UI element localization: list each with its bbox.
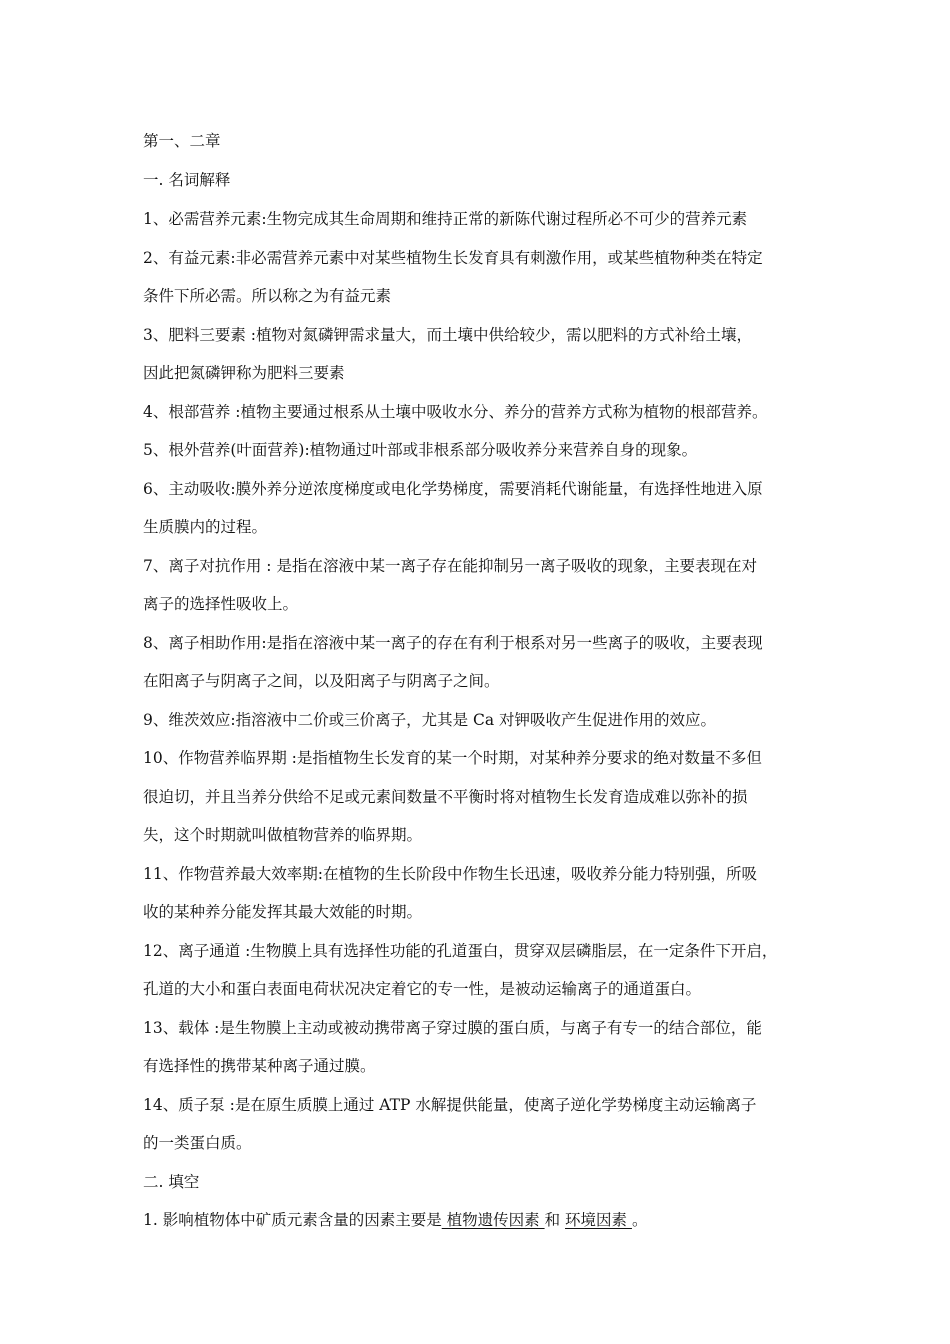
definition-line: 离子的选择性吸收上。 — [143, 595, 299, 613]
definition-line: 有选择性的携带某种离子通过膜。 — [143, 1057, 376, 1075]
definition-line: 失，这个时期就叫做植物营养的临界期。 — [143, 826, 423, 844]
definition-line: 3、肥料三要素 :植物对氮磷钾需求量大，而土壤中供给较少，需以肥料的方式补给土壤， — [143, 326, 753, 344]
definition-line: 收的某种养分能发挥其最大效能的时期。 — [143, 903, 423, 921]
chapter-title: 第一、二章 — [143, 132, 221, 150]
definition-line: 2、有益元素:非必需营养元素中对某些植物生长发育具有刺激作用，或某些植物种类在特定 — [143, 249, 763, 267]
definition-line: 5、根外营养(叶面营养):植物通过叶部或非根系部分吸收养分来营养自身的现象。 — [143, 441, 698, 459]
answer-blank-2: 环境因素 — [565, 1211, 632, 1229]
definition-line: 9、维茨效应:指溶液中二价或三价离子，尤其是 Ca 对钾吸收产生促进作用的效应。 — [143, 711, 717, 729]
definition-line: 14、质子泵 :是在原生质膜上通过 ATP 水解提供能量，使离子逆化学势梯度主动运输离子 — [143, 1096, 757, 1114]
definition-line: 因此把氮磷钾称为肥料三要素 — [143, 364, 345, 382]
definition-line: 11、作物营养最大效率期:在植物的生长阶段中作物生长迅速，吸收养分能力特别强，所吸 — [143, 865, 757, 883]
answer-blank-1: 植物遗传因素 — [441, 1211, 545, 1229]
definition-line: 孔道的大小和蛋白表面电荷状况决定着它的专一性，是被动运输离子的通道蛋白。 — [143, 980, 702, 998]
definition-line: 8、离子相助作用:是指在溶液中某一离子的存在有利于根系对另一些离子的吸收，主要表现 — [143, 634, 763, 652]
definition-line: 7、离子对抗作用 : 是指在溶液中某一离子存在能抑制另一离子吸收的现象，主要表现在对 — [143, 557, 757, 575]
section-heading-fill-in: 二. 填空 — [143, 1173, 200, 1191]
definition-line: 13、载体 :是生物膜上主动或被动携带离子穿过膜的蛋白质，与离子有专一的结合部位，能 — [143, 1019, 762, 1037]
definition-line: 很迫切，并且当养分供给不足或元素间数量不平衡时将对植物生长发育造成难以弥补的损 — [143, 788, 748, 806]
question-connector: 和 — [544, 1211, 566, 1229]
definition-line: 6、主动吸收:膜外养分逆浓度梯度或电化学势梯度，需要消耗代谢能量，有选择性地进入原 — [143, 480, 763, 498]
definition-line: 10、作物营养临界期 :是指植物生长发育的某一个时期，对某种养分要求的绝对数量不多但 — [143, 749, 762, 767]
fill-in-question-1 — [143, 1210, 823, 1230]
question-suffix: 。 — [631, 1211, 648, 1229]
section-heading-definitions: 一. 名词解释 — [143, 171, 231, 189]
question-prefix: 1. 影响植物体中矿质元素含量的因素主要是 — [143, 1211, 442, 1229]
definition-line: 的一类蛋白质。 — [143, 1134, 252, 1152]
definition-line: 4、根部营养 :植物主要通过根系从土壤中吸收水分、养分的营养方式称为植物的根部营养。 — [143, 403, 768, 421]
definition-line: 1、必需营养元素:生物完成其生命周期和维持正常的新陈代谢过程所必不可少的营养元素 — [143, 210, 748, 228]
definition-line: 在阳离子与阴离子之间，以及阳离子与阴离子之间。 — [143, 672, 500, 690]
definition-line: 生质膜内的过程。 — [143, 518, 268, 536]
definition-line: 12、离子通道 :生物膜上具有选择性功能的孔道蛋白，贯穿双层磷脂层，在一定条件下开启， — [143, 942, 778, 960]
definition-line: 条件下所必需。所以称之为有益元素 — [143, 287, 392, 305]
